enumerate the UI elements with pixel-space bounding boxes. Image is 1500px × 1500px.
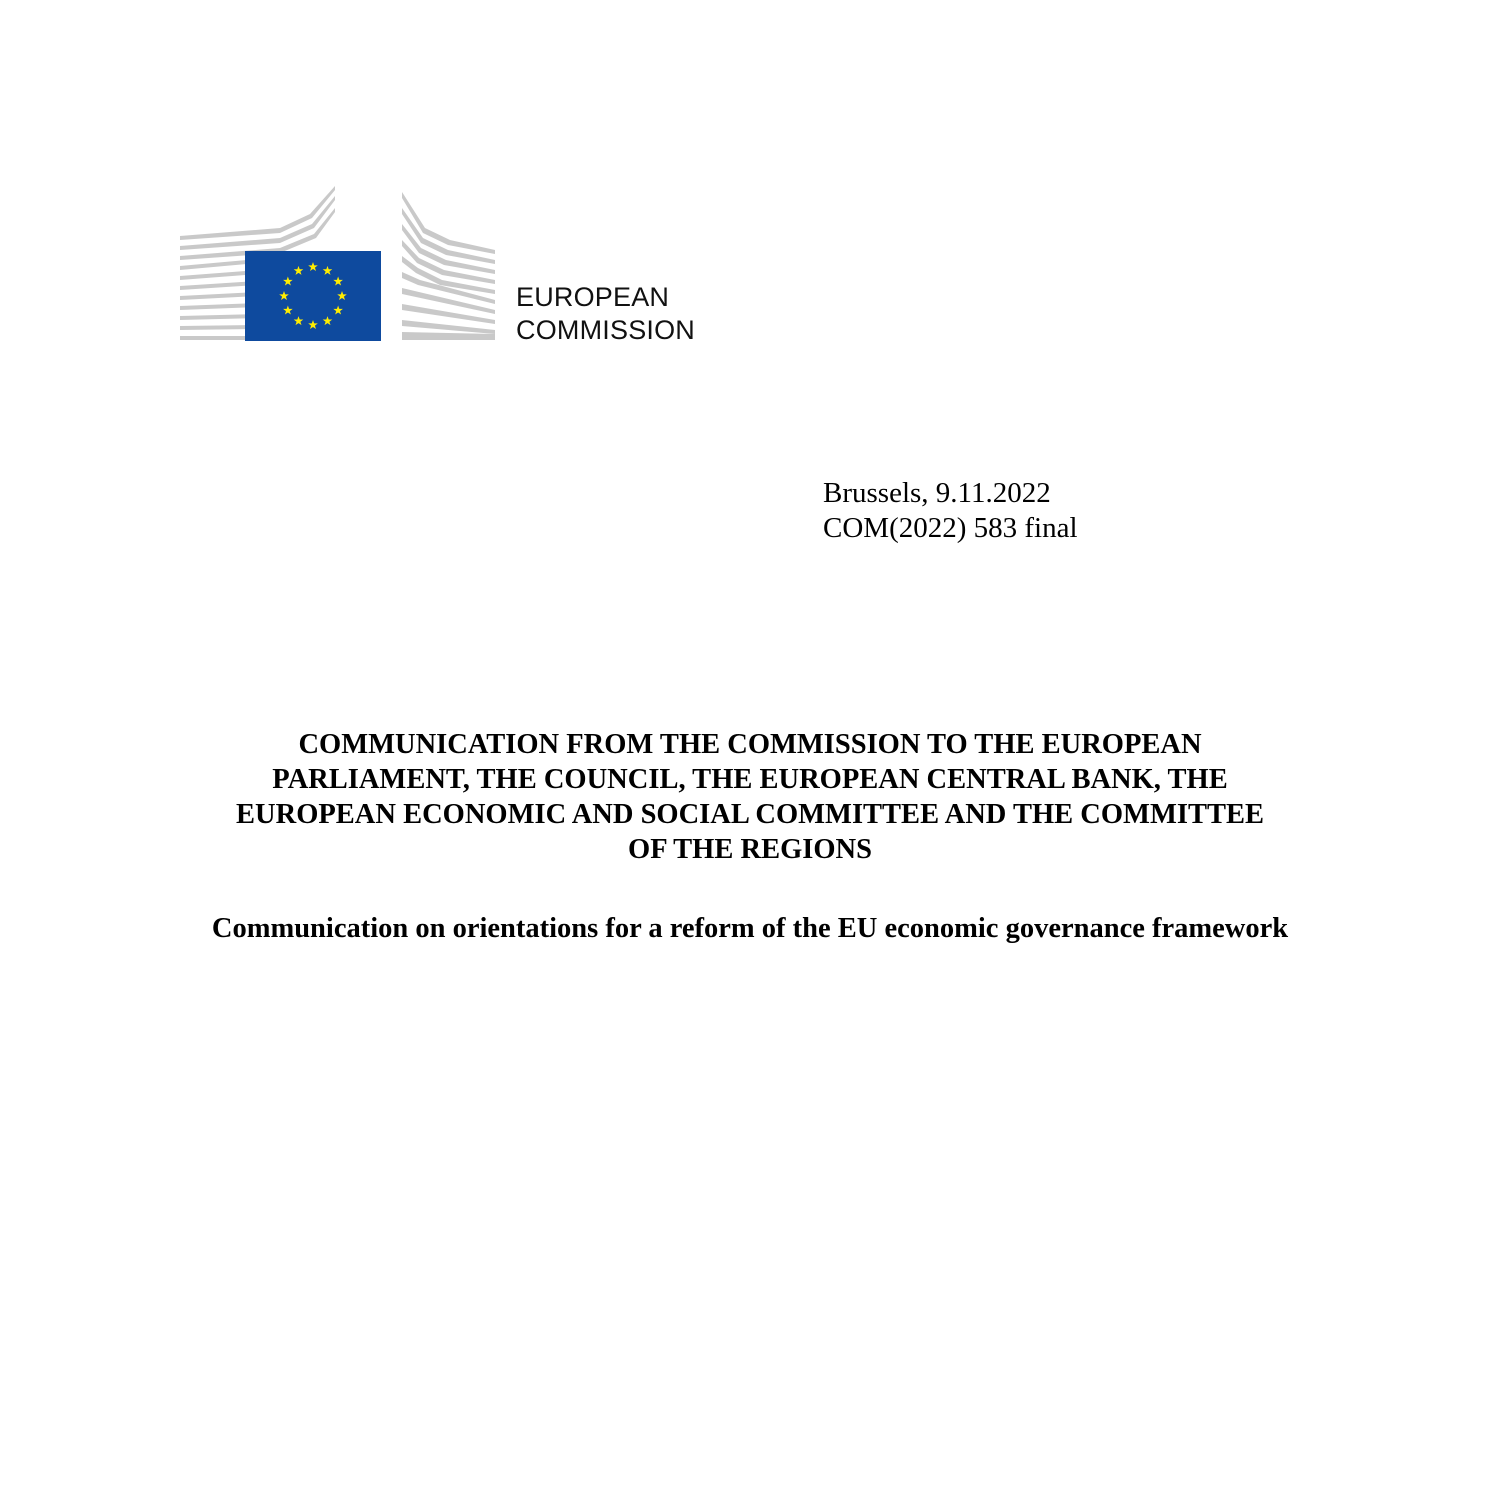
title-line-1: COMMUNICATION FROM THE COMMISSION TO THE EUROPEAN [298, 729, 1202, 760]
title-line-4: OF THE REGIONS [628, 834, 872, 865]
european-commission-logo-icon [180, 186, 500, 342]
title-line-2: PARLIAMENT, THE COUNCIL, THE EUROPEAN CENTRAL BANK, THE [272, 764, 1228, 795]
document-subtitle: Communication on orientations for a reform of the EU economic governance framework [211, 913, 1289, 944]
organization-name [516, 281, 695, 347]
document-number: COM(2022) 583 final [823, 512, 1078, 544]
title-line-3: EUROPEAN ECONOMIC AND SOCIAL COMMITTEE AND THE COMMITTEE [236, 799, 1264, 830]
building-right-icon [402, 186, 495, 340]
document-reference [823, 476, 1078, 546]
place-date: Brussels, 9.11.2022 [823, 477, 1051, 509]
document-title [150, 727, 1350, 867]
organization-name-line-2: COMMISSION [516, 315, 696, 345]
organization-name-line-1: EUROPEAN [516, 282, 670, 312]
